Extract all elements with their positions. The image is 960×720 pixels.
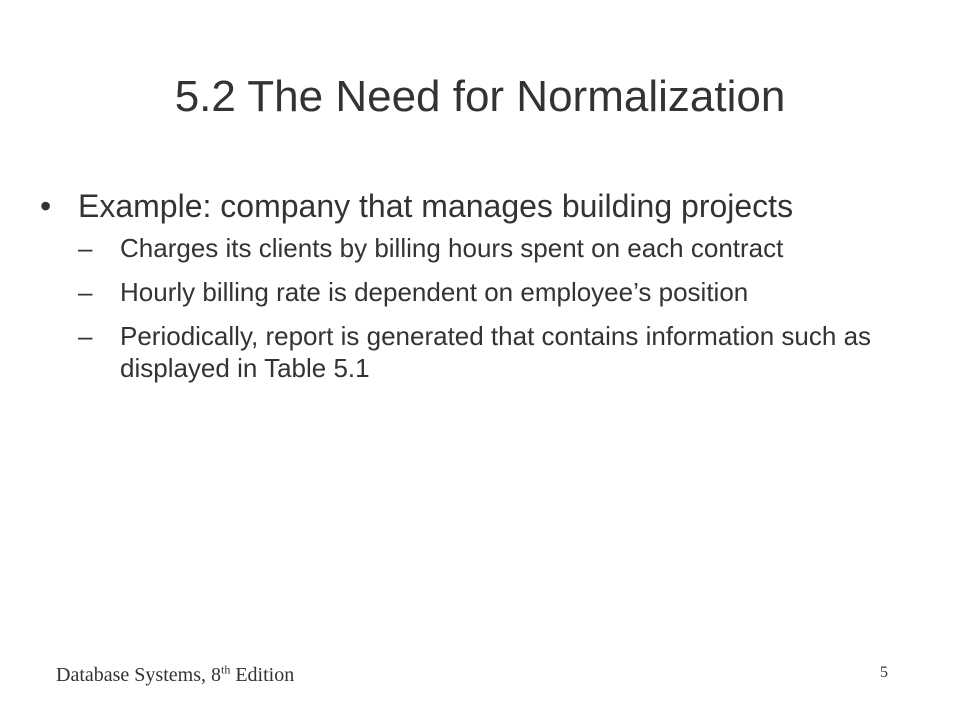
footer-book-superscript: th: [220, 662, 231, 677]
slide-content: [40, 186, 920, 384]
sub-bullet-text: Charges its clients by billing hours spent on each contract: [120, 233, 784, 263]
sub-bullet-item: [78, 276, 920, 308]
bullet-icon: •: [40, 188, 52, 224]
sub-bullet-text: Periodically, report is generated that contains information such as displayed in Table 5.1: [120, 321, 872, 383]
dash-icon: –: [78, 277, 93, 307]
footer-book-title: [56, 664, 294, 687]
footer-book-prefix: Database Systems, 8: [56, 664, 221, 686]
main-bullet: [40, 186, 920, 226]
sub-bullet-item: [78, 232, 920, 264]
slide-title: 5.2 The Need for Normalization: [174, 72, 786, 121]
footer-book-suffix: Edition: [230, 664, 295, 686]
dash-icon: –: [78, 321, 93, 351]
page-number: 5: [880, 664, 888, 681]
sub-bullet-text: Hourly billing rate is dependent on employee’s position: [120, 277, 749, 307]
sub-bullet-list: [40, 232, 920, 384]
dash-icon: –: [78, 233, 93, 263]
main-bullet-text: Example: company that manages building projects: [78, 188, 794, 224]
sub-bullet-item: [78, 320, 920, 384]
